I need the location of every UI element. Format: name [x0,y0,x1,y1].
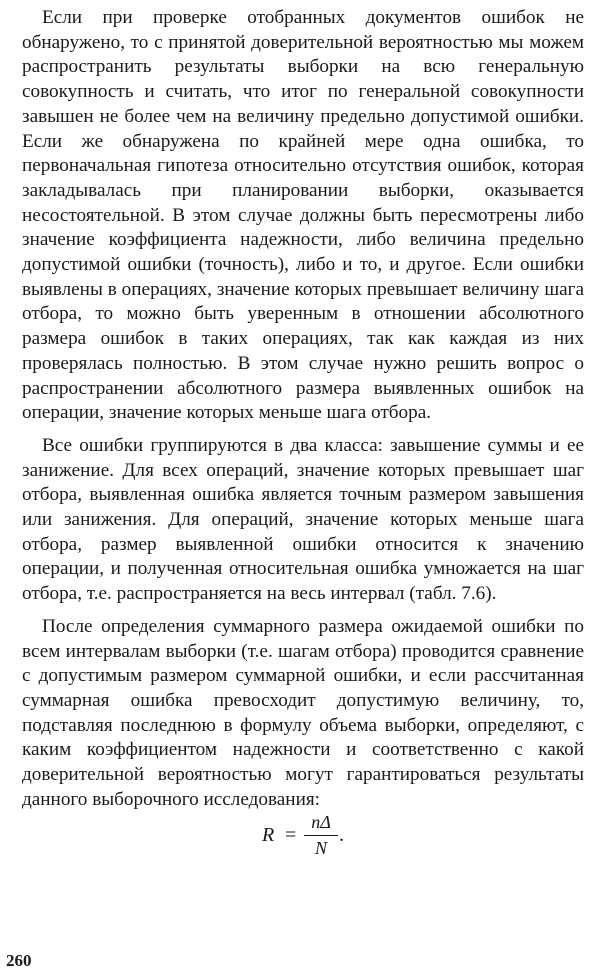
formula-terminator: . [339,824,344,846]
body-text [22,6,584,821]
paragraph-1: Если при проверке отобранных документов ошибок не обнаружено, то с принятой доверительной вероятностью мы можем распространить результаты выборки на всю генеральную совокупность и считать, что итог по генеральной совокупности завышен не более чем на величину предельно допустимой ошибки. Если же обнаружена по крайней мере одна ошибка, то первоначальная гипотеза относительно отсутствия ошибок, которая закладывалась при планировании выборки, оказывается несостоятельной. В этом случае должны быть пересмотрены либо значение коэффициента надежности, либо величина предельно допустимой ошибки (точность), либо и то, и другое. Если ошибки выявлены в операциях, значение которых превышает величину шага отбора, то можно быть уверенным в отношении абсолютного размера ошибок в таких операциях, так как каждая из них проверялась полностью. В этом случае нужно решить вопрос о распространении абсолютного размера выявленных ошибок на операции, значение которых меньше шага отбора. [22,7,584,424]
paragraph-3: После определения суммарного размера ожидаемой ошибки по всем интервалам выборки (т.е. шагам отбора) проводится сравнение с допустимым размером суммарной ошибки, и если рассчитанная суммарная ошибка превосходит допустимую величину, то, подставляя последнюю в формулу объема выборки, определяют, с каким коэффициентом надежности и соответственно с какой доверительной вероятностью могут гарантироваться результаты данного выборочного исследования: [22,615,584,810]
fraction-bar [304,835,338,836]
formula-denominator: N [314,838,327,858]
page-number: 260 [6,951,32,970]
formula-equals: = [285,824,297,846]
formula-fraction [304,812,338,858]
sample-size-formula [0,812,600,876]
paragraph-2: Все ошибки группируются в два класса: завышение суммы и ее занижение. Для всех операций, значение которых превышает шаг отбора, выявленная ошибка является точным размером завышения или занижения. Для операций, значение которых меньше шага отбора, размер выявленной ошибки относится к значению операции, и полученная относительная ошибка умножается на шаг отбора, т.е. распространяется на весь интервал (табл. 7.6). [22,434,584,605]
formula-lhs: R [262,824,275,846]
formula-numerator: nΔ [311,812,331,832]
